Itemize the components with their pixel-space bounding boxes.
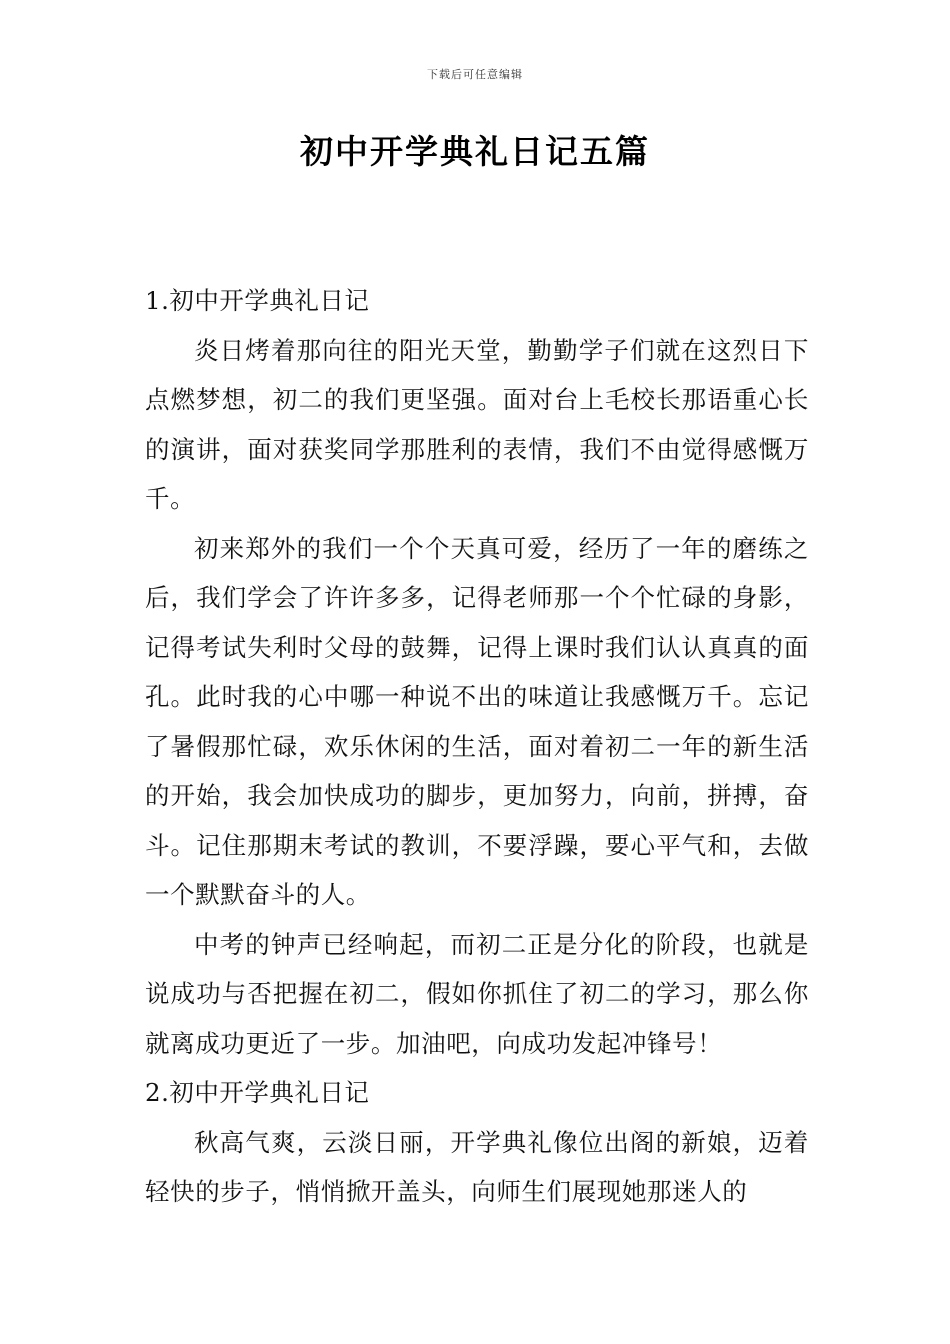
- header-note: 下载后可任意编辑: [427, 68, 523, 81]
- paragraph: 炎日烤着那向往的阳光天堂，勤勤学子们就在这烈日下点燃梦想，初二的我们更坚强。面对台上毛校长那语重心长的演讲，面对获奖同学那胜利的表情，我们不由觉得感慨万千。: [145, 335, 809, 513]
- paragraph: 中考的钟声已经响起，而初二正是分化的阶段，也就是说成功与否把握在初二，假如你抓住了初二的学习，那么你就离成功更近了一步。加油吧，向成功发起冲锋号！: [145, 929, 809, 1058]
- document-body: [145, 276, 809, 1217]
- paragraph: 初来郑外的我们一个个天真可爱，经历了一年的磨练之后，我们学会了许许多多，记得老师那一个个忙碌的身影，记得考试失利时父母的鼓舞，记得上课时我们认认真真的面孔。此时我的心中哪一种说不出的味道让我感慨万千。忘记了暑假那忙碌，欢乐休闲的生活，面对着初二一年的新生活的开始，我会加快成功的脚步，更加努力，向前，拼搏，奋斗。记住那期末考试的教训，不要浮躁，要心平气和，去做一个默默奋斗的人。: [145, 533, 809, 909]
- paragraph: 秋高气爽，云淡日丽，开学典礼像位出阁的新娘，迈着轻快的步子，悄悄掀开盖头，向师生们展现她那迷人的: [145, 1127, 809, 1206]
- section-heading: 2.初中开学典礼日记: [145, 1078, 370, 1107]
- section-heading: 1.初中开学典礼日记: [145, 286, 370, 315]
- document-title: 初中开学典礼日记五篇: [300, 132, 650, 171]
